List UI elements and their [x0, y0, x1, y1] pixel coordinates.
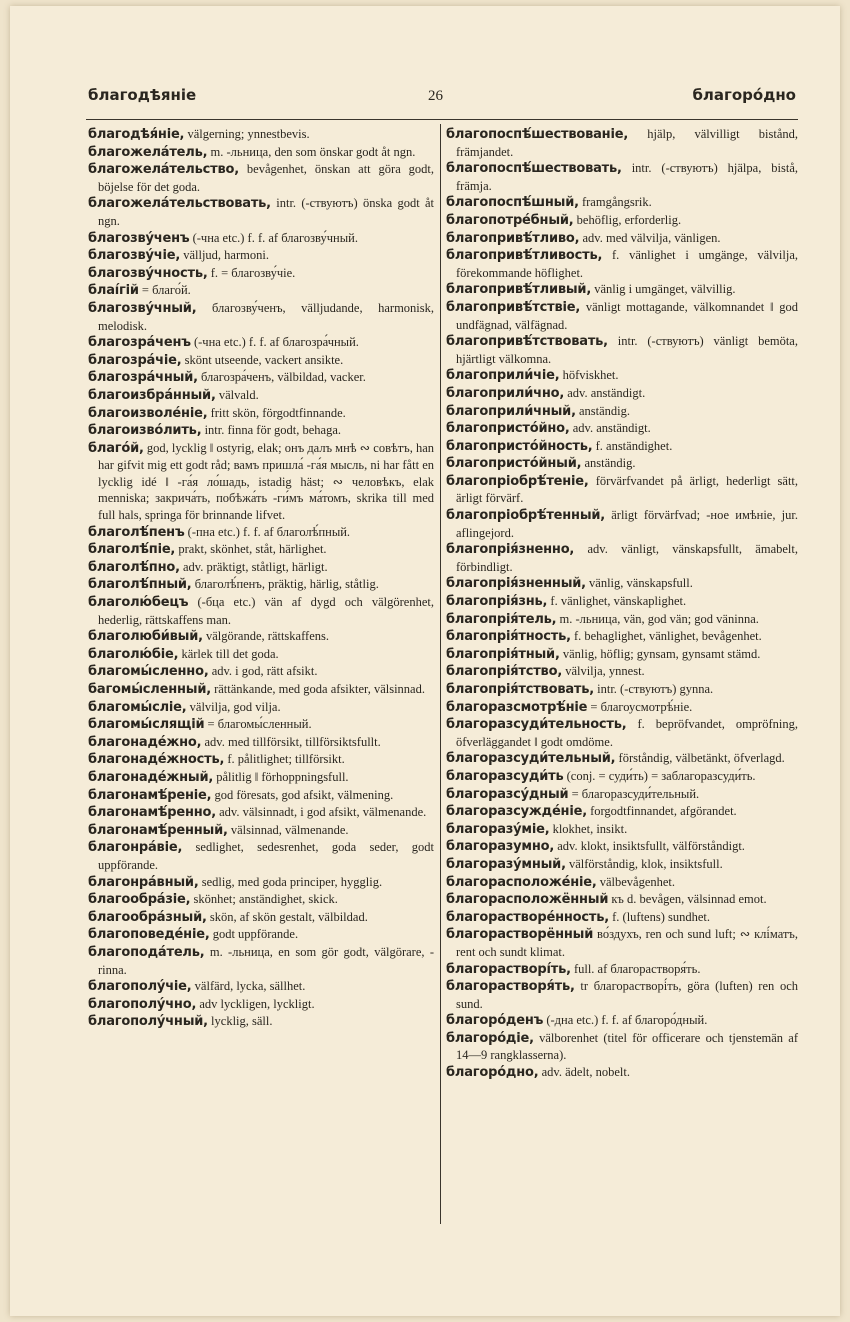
entry-headword: благожела́тель, [88, 144, 208, 160]
entry-headword: благозву́чный, [88, 300, 197, 316]
entry-headword: благозву́чіе, [88, 248, 181, 264]
column-divider [440, 124, 441, 1224]
entry-definition: intr. (-ствуютъ) vänligt bemöta, hjärtligt välkomna. [456, 334, 798, 366]
entry-definition: intr. (-ствуютъ) hjälpa, bistå, främja. [456, 161, 798, 193]
entry-headword: благонра́віе, [88, 840, 183, 856]
entry-headword: благопрія́тность, [446, 629, 571, 645]
dictionary-entry [446, 385, 798, 403]
entry-definition: prakt, skönhet, ståt, härlighet. [178, 542, 327, 557]
entry-headword: благожела́тельствовать, [88, 196, 271, 212]
dictionary-entry [88, 282, 434, 300]
entry-definition: skönhet; anständighet, skick. [193, 892, 338, 907]
entry-headword: благопоспѣ́шествованіе, [446, 127, 629, 142]
dictionary-entry [446, 507, 798, 541]
entry-headword: благоро́діе, [446, 1030, 534, 1046]
entry-headword: благоро́дно, [446, 1065, 539, 1081]
dictionary-entry [446, 1030, 798, 1064]
entry-headword: благоприли́чно, [446, 385, 565, 401]
entry-headword: блаі́гій [88, 283, 139, 299]
dictionary-entry [446, 367, 798, 385]
entry-definition: adv. vänligt, vänskapsfullt, ämabelt, förbindligt. [456, 542, 798, 574]
entry-definition: förståndig, välbetänkt, öfverlagd. [618, 751, 785, 766]
entry-headword: благоизбра́нный, [88, 387, 216, 403]
dictionary-entry [88, 300, 434, 334]
dictionary-entry [88, 628, 434, 646]
entry-headword: благопривѣ́тствіе, [446, 299, 581, 315]
entry-definition: intr. (-ствуютъ) gynna. [597, 682, 714, 696]
entry-headword: благоразсуди́ть [446, 768, 564, 784]
entry-definition: fritt skön, förgodtfinnande. [210, 405, 346, 420]
entry-headword: благоразсу́дный [446, 786, 569, 802]
entry-headword: благоро́денъ [446, 1013, 544, 1029]
dictionary-entry [446, 768, 798, 786]
dictionary-entry [88, 769, 434, 787]
dictionary-entry [88, 247, 434, 265]
entry-definition: adv. klokt, insiktsfullt, välförståndigt. [557, 839, 745, 854]
dictionary-entry [446, 838, 798, 856]
entry-headword: благожела́тельство, [88, 162, 239, 178]
entry-definition: välförståndig, klok, insiktsfull. [568, 856, 723, 871]
header-right-guideword: благоро́дно [692, 86, 796, 104]
entry-definition: (-чна etc.) f. f. af благозра́чный. [193, 335, 359, 350]
entry-headword: благонаде́жно, [88, 734, 202, 750]
right-column [446, 126, 798, 1082]
entry-headword: благопрія́тствовать, [446, 682, 595, 697]
entry-definition: = благо́й. [141, 283, 191, 298]
entry-definition: m. -льница, den som önskar godt åt ngn. [210, 144, 416, 159]
entry-headword: благопривѣ́тливость, [446, 248, 603, 264]
entry-headword: благонамѣ́ренный, [88, 822, 228, 838]
dictionary-entry [446, 663, 798, 681]
entry-definition: (conj. = суди́ть) = заблагоразсуди́ть. [566, 768, 756, 783]
entry-definition: förvärfvandet på ärligt, hederligt sätt, ärligt förvärf. [456, 473, 799, 506]
entry-headword: благопоспѣ́шный, [446, 195, 579, 211]
entry-headword: благоразумно, [446, 839, 555, 855]
entry-definition: välvilja, god vilja. [189, 699, 281, 714]
entry-headword: благомы́сліе, [88, 699, 187, 715]
entry-definition: adv. i god, rätt afsikt. [211, 664, 318, 679]
entry-headword: благополу́чно, [88, 996, 197, 1012]
entry-definition: välljud, harmoni. [183, 248, 269, 263]
entry-headword: благолѣ́пенъ [88, 524, 185, 540]
entry-definition: vänlig i umgänget, välvillig. [594, 282, 736, 297]
dictionary-entry [88, 144, 434, 162]
dictionary-entry [88, 734, 434, 752]
dictionary-entry [88, 787, 434, 805]
entry-definition: adv. präktigt, ståtligt, härligt. [182, 559, 328, 574]
dictionary-entry [446, 978, 798, 1012]
entry-headword: благообра́зный, [88, 909, 207, 925]
entry-headword: благолюби́вый, [88, 629, 203, 645]
dictionary-entry [88, 926, 434, 944]
entry-definition: f. anständighet. [595, 438, 673, 453]
dictionary-entry [446, 299, 798, 333]
entry-headword: благоразсуди́тельность, [446, 717, 627, 733]
entry-headword: благопотре́бный, [446, 212, 574, 228]
dictionary-page [10, 6, 840, 1316]
dictionary-entry [88, 646, 434, 664]
entry-headword: благонаде́жность, [88, 752, 225, 768]
dictionary-entry [446, 247, 798, 281]
entry-headword: благозву́чность, [88, 265, 208, 281]
entry-definition: välfärd, lycka, sällhet. [194, 979, 306, 994]
dictionary-entry [446, 628, 798, 646]
entry-headword: благо́й, [88, 440, 144, 456]
dictionary-entry [88, 161, 434, 195]
entry-definition: m. -льница, en som gör godt, välgörare, -rinna. [98, 944, 434, 977]
left-column [88, 126, 434, 1031]
entry-definition: adv. med välvilja, vänligen. [582, 230, 721, 245]
entry-definition: skönt utseende, vackert ansikte. [184, 352, 344, 367]
entry-headword: благорасположённый [446, 892, 609, 908]
entry-definition: m. -льница, vän, god vän; god väninna. [559, 611, 759, 626]
entry-definition: bevågenhet, önskan att göra godt, böjelse för det goda. [98, 162, 434, 194]
entry-definition: adv. anständigt. [572, 421, 651, 436]
dictionary-entry [446, 281, 798, 299]
entry-definition: adv lyckligen, lyckligt. [199, 996, 315, 1011]
dictionary-entry [446, 126, 798, 160]
entry-definition: = благоусмотрѣ́ніе. [590, 699, 693, 714]
entry-definition: (-бца etc.) vän af dygd och välgörenhet, hederlig, rättskaffens man. [98, 595, 435, 627]
dictionary-entry [88, 978, 434, 996]
entry-definition: vänlig, höflig; gynsam, gynsamt stämd. [562, 646, 761, 661]
entry-headword: благорастворі́ть, [446, 961, 571, 977]
entry-definition: välbevågenhet. [599, 874, 676, 889]
dictionary-entry [446, 803, 798, 821]
entry-definition: (-пна etc.) f. f. af благолѣ́пный. [187, 524, 351, 539]
entry-definition: kärlek till det goda. [181, 646, 279, 661]
entry-headword: благоразсмотрѣ́ніе [446, 699, 588, 715]
entry-definition: välborenhet (titel för officerare och tjenstemän af 14—9 rangklasserna). [456, 1030, 798, 1063]
entry-headword: благозра́ченъ [88, 335, 191, 351]
dictionary-entry [88, 559, 434, 577]
entry-headword: благолѣ́піе, [88, 542, 176, 558]
entry-headword: благопристо́йно, [446, 421, 570, 437]
dictionary-entry [446, 699, 798, 717]
dictionary-entry [446, 230, 798, 248]
dictionary-entry [446, 420, 798, 438]
dictionary-entry [446, 961, 798, 979]
entry-headword: благоизволе́ніе, [88, 405, 208, 421]
dictionary-entry [88, 230, 434, 248]
entry-headword: благопрія́знь, [446, 594, 548, 610]
dictionary-entry [88, 944, 434, 978]
entry-definition: во́здухъ, ren och sund luft; ∾ клі́матъ, rent och sundt klimat. [456, 927, 798, 959]
entry-headword: благорасположе́ніе, [446, 874, 597, 890]
entry-headword: благомы́слящій [88, 717, 205, 733]
entry-definition: behöflig, erforderlig. [576, 212, 682, 227]
entry-definition: välgörande, rättskaffens. [206, 629, 329, 644]
dictionary-entry [88, 804, 434, 822]
header-rule [86, 119, 798, 120]
entry-definition: къ d. bevågen, välsinnad emot. [611, 892, 767, 907]
entry-headword: благоразсужде́ніе, [446, 804, 587, 820]
dictionary-entry [88, 405, 434, 423]
dictionary-entry [446, 212, 798, 230]
entry-definition: f. vänlighet, vänskaplighet. [550, 594, 687, 609]
dictionary-entry [446, 750, 798, 768]
entry-definition: f. pålitlighet; tillförsikt. [227, 752, 345, 767]
dictionary-entry [88, 891, 434, 909]
entry-headword: благоразу́мный, [446, 856, 566, 872]
entry-definition: = благомы́сленный. [207, 717, 312, 732]
entry-definition: sedlig, med goda principer, hygglig. [201, 874, 383, 889]
dictionary-entry [446, 194, 798, 212]
dictionary-entry [88, 839, 434, 873]
dictionary-entry [88, 126, 434, 144]
dictionary-entry [446, 455, 798, 473]
entry-headword: благорастворе́нность, [446, 909, 609, 925]
entry-definition: благозра́ченъ, välbildad, vacker. [200, 370, 366, 385]
dictionary-entry [446, 575, 798, 593]
entry-headword: благопріобрѣ́теніе, [446, 473, 589, 489]
dictionary-entry [88, 265, 434, 283]
entry-definition: skön, af skön gestalt, välbildad. [209, 909, 368, 924]
dictionary-entry [446, 160, 798, 194]
dictionary-entry [88, 422, 434, 440]
dictionary-entry [88, 440, 434, 524]
dictionary-entry [88, 996, 434, 1014]
entry-definition: f. vänlighet i umgänge, välvilja, förekommande höflighet. [456, 248, 798, 280]
entry-definition: god föresats, god afsikt, välmening. [214, 787, 394, 802]
entry-definition: = благоразсуди́тельный. [571, 786, 700, 801]
entry-headword: благоразсуди́тельный, [446, 751, 616, 767]
dictionary-entry [446, 821, 798, 839]
entry-headword: благолю́бецъ [88, 595, 189, 611]
entry-definition: intr. (-ствуютъ) önska godt åt ngn. [98, 196, 434, 228]
entry-definition: klokhet, insikt. [552, 821, 628, 836]
entry-definition: f. bepröfvandet, ompröfning, öfverläggandet ‖ godt omdöme. [456, 717, 798, 749]
entry-headword: благозра́чіе, [88, 352, 182, 368]
entry-definition: lycklig, säll. [211, 1014, 273, 1029]
entry-headword: благоприли́чный, [446, 403, 576, 419]
entry-definition: välgerning; ynnestbevis. [187, 127, 310, 141]
entry-headword: благоповеде́ніе, [88, 927, 210, 943]
entry-headword: благолѣ́пный, [88, 577, 192, 593]
dictionary-entry [88, 334, 434, 352]
entry-definition: välsinnad, välmenande. [230, 822, 349, 837]
entry-definition: tr благорастворі́ть, göra (luften) ren och sund. [456, 979, 799, 1011]
dictionary-entry [446, 438, 798, 456]
dictionary-entry [88, 195, 434, 229]
entry-headword: благопріобрѣ́тенный, [446, 508, 606, 524]
dictionary-entry [88, 681, 434, 699]
entry-headword: благорастворя́ть, [446, 979, 575, 995]
entry-definition: ärligt förvärfvad; -ное имѣніе, jur. aflingejord. [456, 508, 798, 540]
dictionary-entry [446, 891, 798, 909]
entry-headword: благонамѣ́реніе, [88, 787, 212, 803]
entry-definition: adv. välsinnadt, i god afsikt, välmenande. [219, 805, 427, 820]
entry-headword: благопристо́йность, [446, 438, 593, 454]
entry-definition: god, lycklig ‖ ostyrig, elak; онъ далъ мнѣ ∾ совѣтъ, han har gifvit mig ett godt råd; вамъ пришла́ -га́я мысль, ni har fått en lycklig idé ‖ -га́я ло́шадь, istadig häst; ∾ человѣкъ, elak menniska; закрича́ть, побѣжа́ть -ги́мъ ма́томъ, skrika till med full hals, springa för brinnande lifvet. [98, 440, 435, 523]
entry-headword: благополу́чіе, [88, 979, 192, 995]
entry-headword: благопривѣ́тливо, [446, 230, 580, 246]
dictionary-entry [88, 909, 434, 927]
entry-definition: pålitlig ‖ förhoppningsfull. [216, 769, 349, 784]
entry-definition: благозву́ченъ, välljudande, harmonisk, melodisk. [98, 300, 435, 333]
entry-headword: багомы́сленный, [88, 682, 211, 697]
entry-headword: благонра́вный, [88, 874, 199, 890]
dictionary-entry [446, 874, 798, 892]
entry-definition: (-чна etc.) f. f. af благозву́чный. [192, 230, 358, 245]
dictionary-entry [88, 387, 434, 405]
dictionary-entry [446, 1012, 798, 1030]
entry-definition: sedlighet, sedesrenhet, goda seder, godt uppförande. [98, 840, 434, 872]
dictionary-entry [446, 926, 798, 960]
entry-headword: благонамѣ́ренно, [88, 805, 216, 821]
dictionary-entry [446, 786, 798, 804]
entry-definition: adv. ädelt, nobelt. [541, 1065, 631, 1080]
dictionary-entry [88, 751, 434, 769]
entry-definition: anständig. [584, 456, 636, 471]
dictionary-entry [446, 1064, 798, 1082]
entry-definition: adv. anständigt. [567, 385, 646, 400]
dictionary-entry [446, 646, 798, 664]
entry-headword: благопрія́зненный, [446, 576, 586, 592]
entry-headword: благоприли́чіе, [446, 368, 560, 384]
dictionary-entry [88, 699, 434, 717]
dictionary-entry [446, 716, 798, 750]
dictionary-entry [446, 541, 798, 575]
entry-definition: anständig. [578, 403, 631, 418]
entry-definition: (-дна etc.) f. f. af благоро́дный. [546, 1013, 708, 1028]
dictionary-entry [88, 1013, 434, 1031]
header-left-guideword: благодѣяніе [88, 86, 197, 104]
dictionary-entry [88, 822, 434, 840]
entry-headword: благоразу́міе, [446, 821, 550, 837]
dictionary-entry [446, 593, 798, 611]
entry-definition: välvilja, ynnest. [565, 664, 645, 679]
dictionary-entry [88, 716, 434, 734]
entry-headword: благолѣ́пно, [88, 559, 180, 575]
entry-headword: благомы́сленно, [88, 664, 209, 680]
dictionary-entry [88, 594, 434, 628]
dictionary-entry [88, 352, 434, 370]
dictionary-entry [446, 611, 798, 629]
entry-headword: благопрія́зненно, [446, 542, 575, 558]
page-number: 26 [428, 88, 443, 104]
entry-definition: f. behaglighet, vänlighet, bevågenhet. [573, 629, 762, 644]
dictionary-entry [88, 874, 434, 892]
dictionary-entry [88, 663, 434, 681]
entry-definition: hjälp, välvilligt bistånd, främjandet. [456, 127, 798, 159]
entry-headword: благоизво́лить, [88, 423, 202, 439]
entry-definition: adv. med tillförsikt, tillförsiktsfullt. [204, 734, 381, 749]
entry-headword: благополу́чный, [88, 1014, 208, 1030]
dictionary-entry [446, 909, 798, 927]
entry-definition: forgodtfinnandet, afgörandet. [590, 804, 737, 819]
dictionary-entry [88, 541, 434, 559]
entry-definition: f. = благозву́чіе. [210, 265, 296, 280]
entry-definition: godt uppförande. [212, 927, 299, 942]
dictionary-entry [446, 333, 798, 367]
entry-headword: благопрія́тный, [446, 646, 560, 662]
entry-definition: rättänkande, med goda afsikter, välsinnad. [214, 682, 425, 696]
entry-definition: благолѣ́пенъ, präktig, härlig, ståtlig. [194, 577, 379, 592]
entry-definition: höfviskhet. [562, 368, 619, 383]
entry-definition: framgångsrik. [581, 195, 652, 210]
entry-headword: благонаде́жный, [88, 769, 214, 785]
dictionary-entry [88, 576, 434, 594]
entry-headword: благопоспѣ́шествовать, [446, 161, 622, 177]
dictionary-entry [88, 369, 434, 387]
entry-headword: благозву́ченъ [88, 230, 190, 246]
entry-headword: благозра́чный, [88, 370, 198, 386]
dictionary-entry [88, 524, 434, 542]
entry-definition: välvald. [218, 387, 259, 402]
entry-definition: vänligt mottagande, välkomnandet ‖ god undfägnad, välfägnad. [456, 299, 798, 332]
dictionary-entry [446, 681, 798, 699]
entry-headword: благопрія́тель, [446, 611, 557, 627]
entry-definition: intr. finna för godt, behaga. [204, 423, 341, 438]
dictionary-entry [446, 403, 798, 421]
dictionary-entry [446, 856, 798, 874]
entry-headword: благолю́біе, [88, 646, 179, 662]
entry-definition: f. (luftens) sundhet. [612, 909, 711, 924]
entry-headword: благопривѣ́тствовать, [446, 334, 608, 350]
entry-headword: благодѣя́ніе, [88, 127, 185, 142]
entry-headword: благопода́тель, [88, 944, 205, 960]
entry-definition: full. af благорастворя́ть. [573, 961, 701, 976]
entry-headword: благорастворённый [446, 927, 594, 943]
entry-headword: благопрія́тство, [446, 664, 563, 680]
entry-headword: благопристо́йный, [446, 456, 582, 472]
dictionary-entry [446, 473, 798, 507]
entry-headword: благопривѣ́тливый, [446, 282, 592, 298]
entry-headword: благообра́зіе, [88, 892, 191, 908]
entry-definition: vänlig, vänskapsfull. [589, 576, 693, 591]
